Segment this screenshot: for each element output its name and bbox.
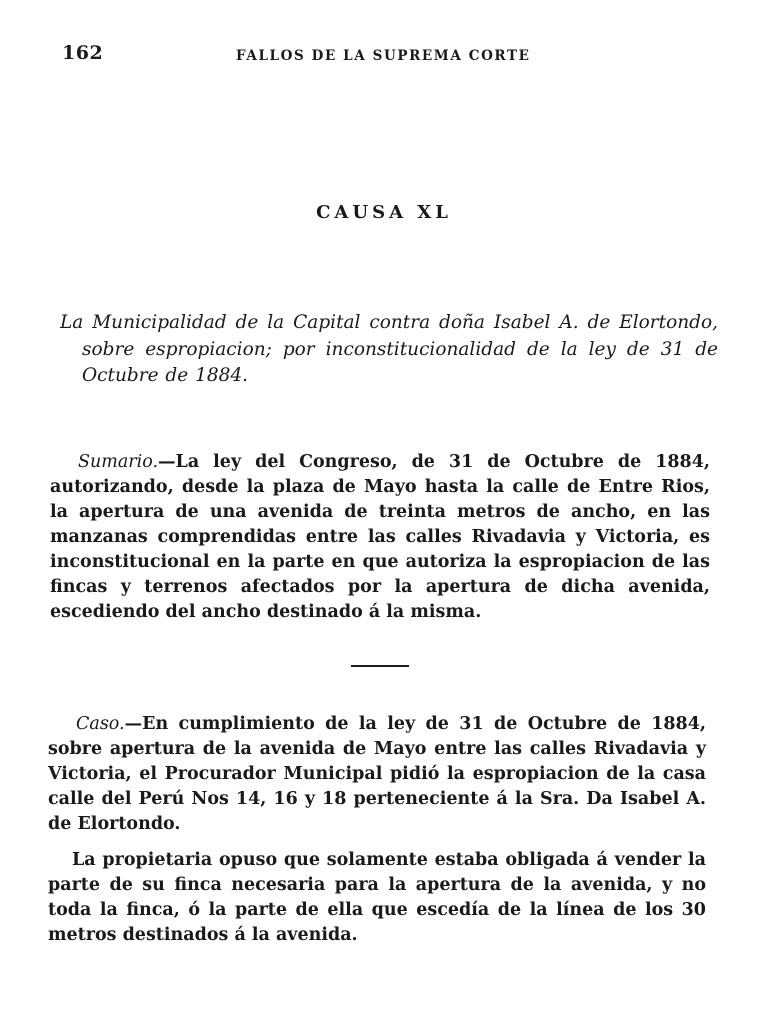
section-divider	[351, 665, 409, 667]
running-head: FALLOS DE LA SUPREMA CORTE	[236, 48, 531, 64]
causa-title: CAUSA XL	[316, 202, 452, 223]
summary-paragraph	[50, 450, 710, 625]
caso-paragraph	[48, 712, 706, 837]
caso-text: —En cumplimiento de la ley de 31 de Octubre de 1884, sobre apertura de la avenida de Mayo entre las calles Rivadavia y Victoria, el Procurador Municipal pidió la espropiacion de la casa calle del Perú Nos 14, 16 y 18 perteneciente á la Sra. Da Isabel A. de Elortondo.	[48, 714, 706, 834]
page-number: 162	[62, 42, 104, 64]
summary-lead: Sumario.	[78, 452, 159, 472]
case-title: La Municipalidad de la Capital contra doña Isabel A. de Elortondo, sobre espropiacion; por inconstitucionalidad de la ley de 31 de Octubre de 1884.	[60, 312, 718, 386]
summary-text: —La ley del Congreso, de 31 de Octubre de 1884, autorizando, desde la plaza de Mayo hasta la calle de Entre Rios, la apertura de una avenida de treinta metros de ancho, en las manzanas comprendidas entre las calles Rivadavia y Victoria, es inconstitucional en la parte en que autoriza la espropiacion de las fincas y terrenos afectados por la apertura de dicha avenida, escediendo del ancho destinado á la misma.	[50, 452, 710, 622]
caso-lead: Caso.	[76, 714, 125, 734]
caso-paragraph-2: La propietaria opuso que solamente estaba obligada á vender la parte de su finca necesaria para la apertura de la avenida, y no toda la finca, ó la parte de ella que escedía de la línea de los 30 metros destinados á la avenida.	[48, 850, 706, 945]
